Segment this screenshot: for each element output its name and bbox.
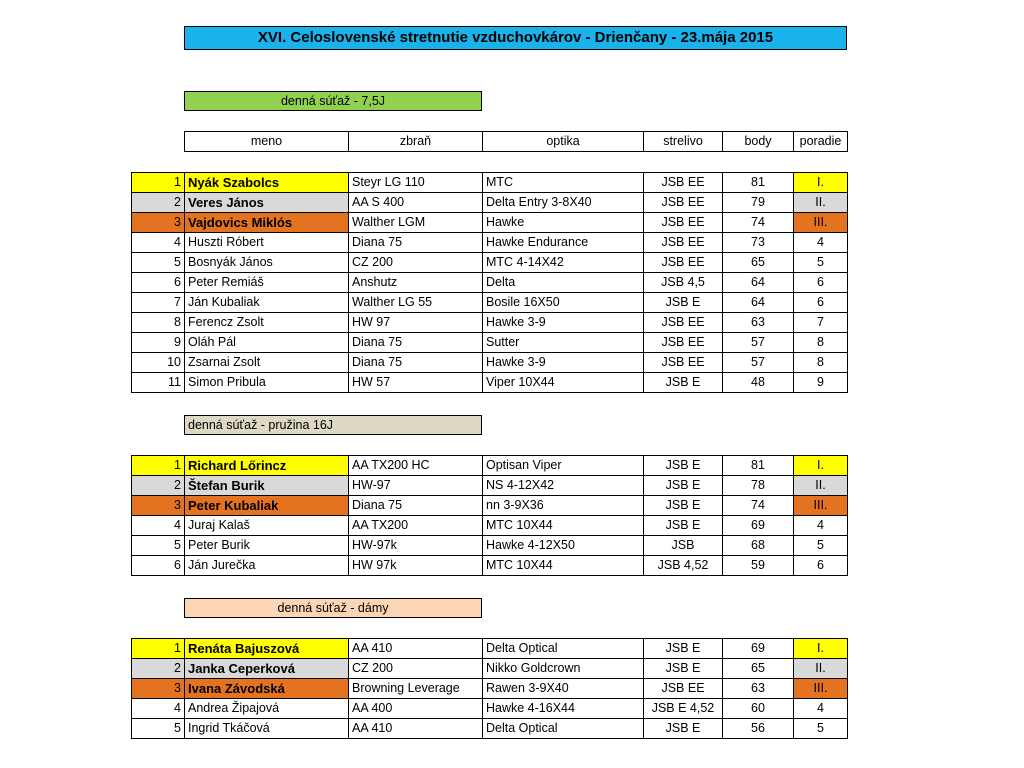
competitor-name-cell: Huszti Róbert <box>185 233 349 253</box>
weapon-cell: Diana 75 <box>349 353 483 373</box>
rank-number-cell: 1 <box>132 639 185 659</box>
placement-cell: 5 <box>794 536 848 556</box>
ammo-cell: JSB E <box>644 659 723 679</box>
placement-cell: 6 <box>794 273 848 293</box>
results-table <box>131 638 848 739</box>
results-table <box>131 455 848 576</box>
optic-cell: NS 4-12X42 <box>483 476 644 496</box>
optic-cell: Delta Entry 3-8X40 <box>483 193 644 213</box>
table-row <box>132 253 848 273</box>
ammo-cell: JSB E <box>644 373 723 393</box>
placement-cell: III. <box>794 213 848 233</box>
table-row <box>132 476 848 496</box>
placement-cell: I. <box>794 456 848 476</box>
placement-cell: 6 <box>794 293 848 313</box>
points-cell: 57 <box>723 353 794 373</box>
competitor-name-cell: Zsarnai Zsolt <box>185 353 349 373</box>
table-row <box>132 456 848 476</box>
ammo-cell: JSB EE <box>644 193 723 213</box>
competitor-name-cell: Peter Remiáš <box>185 273 349 293</box>
competitor-name-cell: Juraj Kalaš <box>185 516 349 536</box>
points-cell: 64 <box>723 273 794 293</box>
competitor-name-cell: Ferencz Zsolt <box>185 313 349 333</box>
optic-cell: Optisan Viper <box>483 456 644 476</box>
rank-number-cell: 7 <box>132 293 185 313</box>
competitor-name-cell: Ján Kubaliak <box>185 293 349 313</box>
points-cell: 63 <box>723 679 794 699</box>
weapon-cell: Walther LGM <box>349 213 483 233</box>
placement-cell: I. <box>794 639 848 659</box>
weapon-cell: AA 410 <box>349 719 483 739</box>
optic-cell: Delta Optical <box>483 639 644 659</box>
competitor-name-cell: Richard Lőrincz <box>185 456 349 476</box>
results-table <box>131 172 848 393</box>
header-optika: optika <box>483 132 644 152</box>
rank-number-cell: 5 <box>132 253 185 273</box>
competitor-name-cell: Veres János <box>185 193 349 213</box>
weapon-cell: CZ 200 <box>349 659 483 679</box>
competitor-name-cell: Ivana Závodská <box>185 679 349 699</box>
rank-number-cell: 6 <box>132 556 185 576</box>
rank-number-cell: 10 <box>132 353 185 373</box>
table-row <box>132 659 848 679</box>
points-cell: 79 <box>723 193 794 213</box>
ammo-cell: JSB E <box>644 516 723 536</box>
rank-number-cell: 5 <box>132 719 185 739</box>
placement-cell: 9 <box>794 373 848 393</box>
placement-cell: III. <box>794 679 848 699</box>
rank-number-cell: 1 <box>132 173 185 193</box>
optic-cell: Hawke 3-9 <box>483 313 644 333</box>
points-cell: 57 <box>723 333 794 353</box>
weapon-cell: Steyr LG 110 <box>349 173 483 193</box>
ammo-cell: JSB EE <box>644 333 723 353</box>
competitor-name-cell: Oláh Pál <box>185 333 349 353</box>
header-zbran: zbraň <box>349 132 483 152</box>
weapon-cell: Browning Leverage <box>349 679 483 699</box>
optic-cell: Bosile 16X50 <box>483 293 644 313</box>
optic-cell: Hawke <box>483 213 644 233</box>
weapon-cell: Anshutz <box>349 273 483 293</box>
optic-cell: Delta <box>483 273 644 293</box>
optic-cell: Hawke 4-16X44 <box>483 699 644 719</box>
weapon-cell: Diana 75 <box>349 333 483 353</box>
rank-number-cell: 3 <box>132 496 185 516</box>
placement-cell: 7 <box>794 313 848 333</box>
placement-cell: 5 <box>794 253 848 273</box>
placement-cell: 8 <box>794 353 848 373</box>
competitor-name-cell: Peter Kubaliak <box>185 496 349 516</box>
weapon-cell: HW 97 <box>349 313 483 333</box>
weapon-cell: HW-97k <box>349 536 483 556</box>
optic-cell: Hawke 3-9 <box>483 353 644 373</box>
points-cell: 56 <box>723 719 794 739</box>
ammo-cell: JSB E <box>644 496 723 516</box>
ammo-cell: JSB EE <box>644 233 723 253</box>
placement-cell: II. <box>794 659 848 679</box>
optic-cell: Sutter <box>483 333 644 353</box>
page-title: XVI. Celoslovenské stretnutie vzduchovkárov - Drienčany - 23.mája 2015 <box>184 26 847 50</box>
weapon-cell: HW-97 <box>349 476 483 496</box>
points-cell: 69 <box>723 516 794 536</box>
ammo-cell: JSB EE <box>644 353 723 373</box>
optic-cell: Hawke Endurance <box>483 233 644 253</box>
placement-cell: 6 <box>794 556 848 576</box>
points-cell: 74 <box>723 213 794 233</box>
table-row <box>132 173 848 193</box>
placement-cell: 4 <box>794 699 848 719</box>
placement-cell: I. <box>794 173 848 193</box>
weapon-cell: AA 410 <box>349 639 483 659</box>
header-meno: meno <box>185 132 349 152</box>
placement-cell: 4 <box>794 516 848 536</box>
table-row <box>132 639 848 659</box>
rank-number-cell: 5 <box>132 536 185 556</box>
points-cell: 68 <box>723 536 794 556</box>
table-row <box>132 516 848 536</box>
weapon-cell: HW 97k <box>349 556 483 576</box>
optic-cell: Nikko Goldcrown <box>483 659 644 679</box>
points-cell: 74 <box>723 496 794 516</box>
optic-cell: MTC 10X44 <box>483 556 644 576</box>
rank-number-cell: 3 <box>132 679 185 699</box>
competitor-name-cell: Vajdovics Miklós <box>185 213 349 233</box>
optic-cell: Delta Optical <box>483 719 644 739</box>
rank-number-cell: 4 <box>132 699 185 719</box>
header-poradie: poradie <box>794 132 848 152</box>
rank-number-cell: 1 <box>132 456 185 476</box>
ammo-cell: JSB EE <box>644 313 723 333</box>
weapon-cell: Diana 75 <box>349 496 483 516</box>
points-cell: 60 <box>723 699 794 719</box>
optic-cell: MTC 10X44 <box>483 516 644 536</box>
competitor-name-cell: Nyák Szabolcs <box>185 173 349 193</box>
competitor-name-cell: Bosnyák János <box>185 253 349 273</box>
weapon-cell: CZ 200 <box>349 253 483 273</box>
points-cell: 73 <box>723 233 794 253</box>
ammo-cell: JSB EE <box>644 253 723 273</box>
optic-cell: Rawen 3-9X40 <box>483 679 644 699</box>
points-cell: 63 <box>723 313 794 333</box>
section-label: denná súťaž - 7,5J <box>184 91 482 111</box>
ammo-cell: JSB 4,52 <box>644 556 723 576</box>
table-row <box>132 333 848 353</box>
competitor-name-cell: Peter Burik <box>185 536 349 556</box>
ammo-cell: JSB E <box>644 639 723 659</box>
points-cell: 65 <box>723 253 794 273</box>
competitor-name-cell: Ján Jurečka <box>185 556 349 576</box>
ammo-cell: JSB EE <box>644 173 723 193</box>
points-cell: 69 <box>723 639 794 659</box>
competitor-name-cell: Štefan Burik <box>185 476 349 496</box>
competitor-name-cell: Janka Ceperková <box>185 659 349 679</box>
weapon-cell: Diana 75 <box>349 233 483 253</box>
ammo-cell: JSB E <box>644 293 723 313</box>
placement-cell: II. <box>794 193 848 213</box>
rank-number-cell: 2 <box>132 659 185 679</box>
header-body: body <box>723 132 794 152</box>
ammo-cell: JSB EE <box>644 679 723 699</box>
placement-cell: III. <box>794 496 848 516</box>
ammo-cell: JSB 4,5 <box>644 273 723 293</box>
weapon-cell: AA TX200 <box>349 516 483 536</box>
rank-number-cell: 2 <box>132 476 185 496</box>
table-row <box>132 313 848 333</box>
points-cell: 64 <box>723 293 794 313</box>
points-cell: 48 <box>723 373 794 393</box>
table-row <box>132 699 848 719</box>
rank-number-cell: 6 <box>132 273 185 293</box>
competitor-name-cell: Renáta Bajuszová <box>185 639 349 659</box>
points-cell: 65 <box>723 659 794 679</box>
rank-number-cell: 2 <box>132 193 185 213</box>
table-row <box>132 496 848 516</box>
rank-number-cell: 11 <box>132 373 185 393</box>
optic-cell: MTC <box>483 173 644 193</box>
table-row <box>132 273 848 293</box>
placement-cell: II. <box>794 476 848 496</box>
weapon-cell: Walther LG 55 <box>349 293 483 313</box>
table-row <box>132 679 848 699</box>
points-cell: 59 <box>723 556 794 576</box>
table-row <box>132 233 848 253</box>
rank-number-cell: 3 <box>132 213 185 233</box>
optic-cell: MTC 4-14X42 <box>483 253 644 273</box>
points-cell: 78 <box>723 476 794 496</box>
competitor-name-cell: Simon Pribula <box>185 373 349 393</box>
weapon-cell: AA S 400 <box>349 193 483 213</box>
competitor-name-cell: Ingrid Tkáčová <box>185 719 349 739</box>
section-label: denná súťaž - dámy <box>184 598 482 618</box>
rank-number-cell: 9 <box>132 333 185 353</box>
placement-cell: 5 <box>794 719 848 739</box>
ammo-cell: JSB EE <box>644 213 723 233</box>
table-row <box>132 719 848 739</box>
table-row <box>132 293 848 313</box>
table-row <box>132 556 848 576</box>
points-cell: 81 <box>723 456 794 476</box>
weapon-cell: AA 400 <box>349 699 483 719</box>
placement-cell: 8 <box>794 333 848 353</box>
competitor-name-cell: Andrea Žipajová <box>185 699 349 719</box>
optic-cell: nn 3-9X36 <box>483 496 644 516</box>
weapon-cell: HW 57 <box>349 373 483 393</box>
points-cell: 81 <box>723 173 794 193</box>
weapon-cell: AA TX200 HC <box>349 456 483 476</box>
rank-number-cell: 4 <box>132 516 185 536</box>
table-row <box>132 213 848 233</box>
placement-cell: 4 <box>794 233 848 253</box>
table-row <box>132 373 848 393</box>
rank-number-cell: 8 <box>132 313 185 333</box>
optic-cell: Viper 10X44 <box>483 373 644 393</box>
column-headers <box>184 131 848 152</box>
ammo-cell: JSB E <box>644 476 723 496</box>
table-row <box>132 193 848 213</box>
table-row <box>132 353 848 373</box>
ammo-cell: JSB E 4,52 <box>644 699 723 719</box>
ammo-cell: JSB <box>644 536 723 556</box>
optic-cell: Hawke 4-12X50 <box>483 536 644 556</box>
rank-number-cell: 4 <box>132 233 185 253</box>
table-row <box>132 536 848 556</box>
ammo-cell: JSB E <box>644 456 723 476</box>
header-strelivo: strelivo <box>644 132 723 152</box>
section-label: denná súťaž - pružina 16J <box>184 415 482 435</box>
ammo-cell: JSB E <box>644 719 723 739</box>
